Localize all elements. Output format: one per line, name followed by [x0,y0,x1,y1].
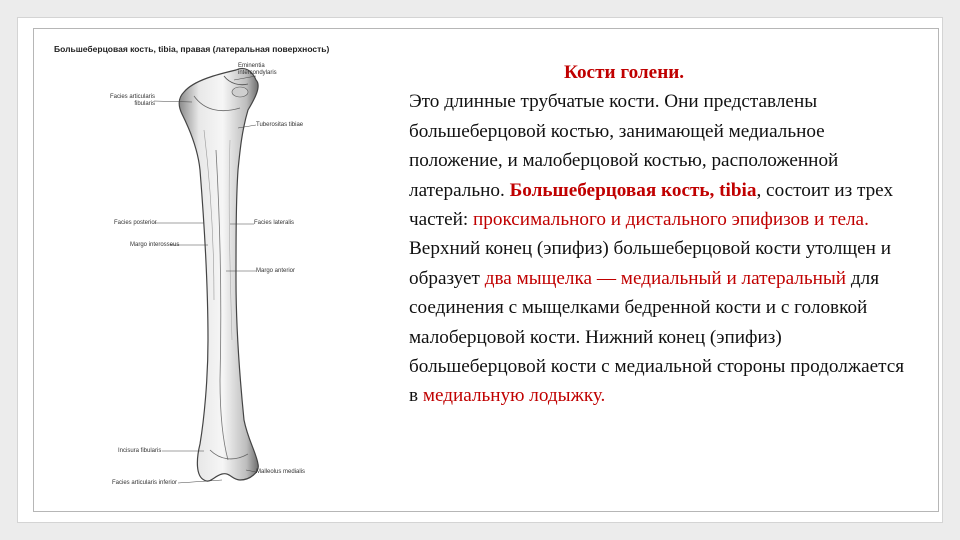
tibia-figure [44,40,388,492]
text-parts-intro: , состоит из трех частей: [409,179,894,231]
label-eminentia: Eminentia intercondylaris [238,63,277,76]
text-malleolus-highlight: медиальную лодыжку. [422,385,606,407]
label-tuberositas-tibiae: Tuberositas tibiae [256,122,304,128]
text-condyles-highlight: два мыщелка — медиальный и латеральный [484,267,847,289]
text-lower-end: для соединения с мыщелками бедренной кости и с головкой малоберцовой кости. Нижний конец (эпифиз) большеберцовой кости с медиальной стороны продолжается в [409,267,905,407]
text-intro: Это длинные трубчатые кости. Они представлены большеберцовой костью, занимающей медиальное положение, и малоберцовой костью, расположенной латерально. [409,91,839,201]
label-facies-articularis-fibularis: Facies articularis fibularis [110,94,156,107]
text-tibia-term: Большеберцовая кость, tibia [509,179,757,201]
label-margo-anterior: Margo anterior [256,268,296,274]
text-upper-end: Верхний конец (эпифиз) большеберцовой кости утолщен и образует [409,238,891,289]
figure-caption: Большеберцовая кость, tibia, правая (латеральная поверхность) [54,44,330,54]
label-margo-interosseus: Margo interosseus [130,242,180,248]
text-parts-highlight: проксимального и дистального эпифизов и тела. [472,209,869,231]
label-facies-articularis-inferior: Facies articularis inferior [112,480,178,486]
slide-title: Кости голени. [564,62,685,83]
description-paragraph [409,87,914,410]
tibia-shape [179,68,258,481]
label-incisura-fibularis: Incisura fibularis [118,448,162,454]
description-text-block [409,58,914,411]
label-facies-lateralis: Facies lateralis [254,220,295,226]
label-malleolus-medialis: Malleolus medialis [256,469,306,475]
tibia-bone-illustration [44,40,388,492]
label-facies-posterior: Facies posterior [114,220,157,226]
